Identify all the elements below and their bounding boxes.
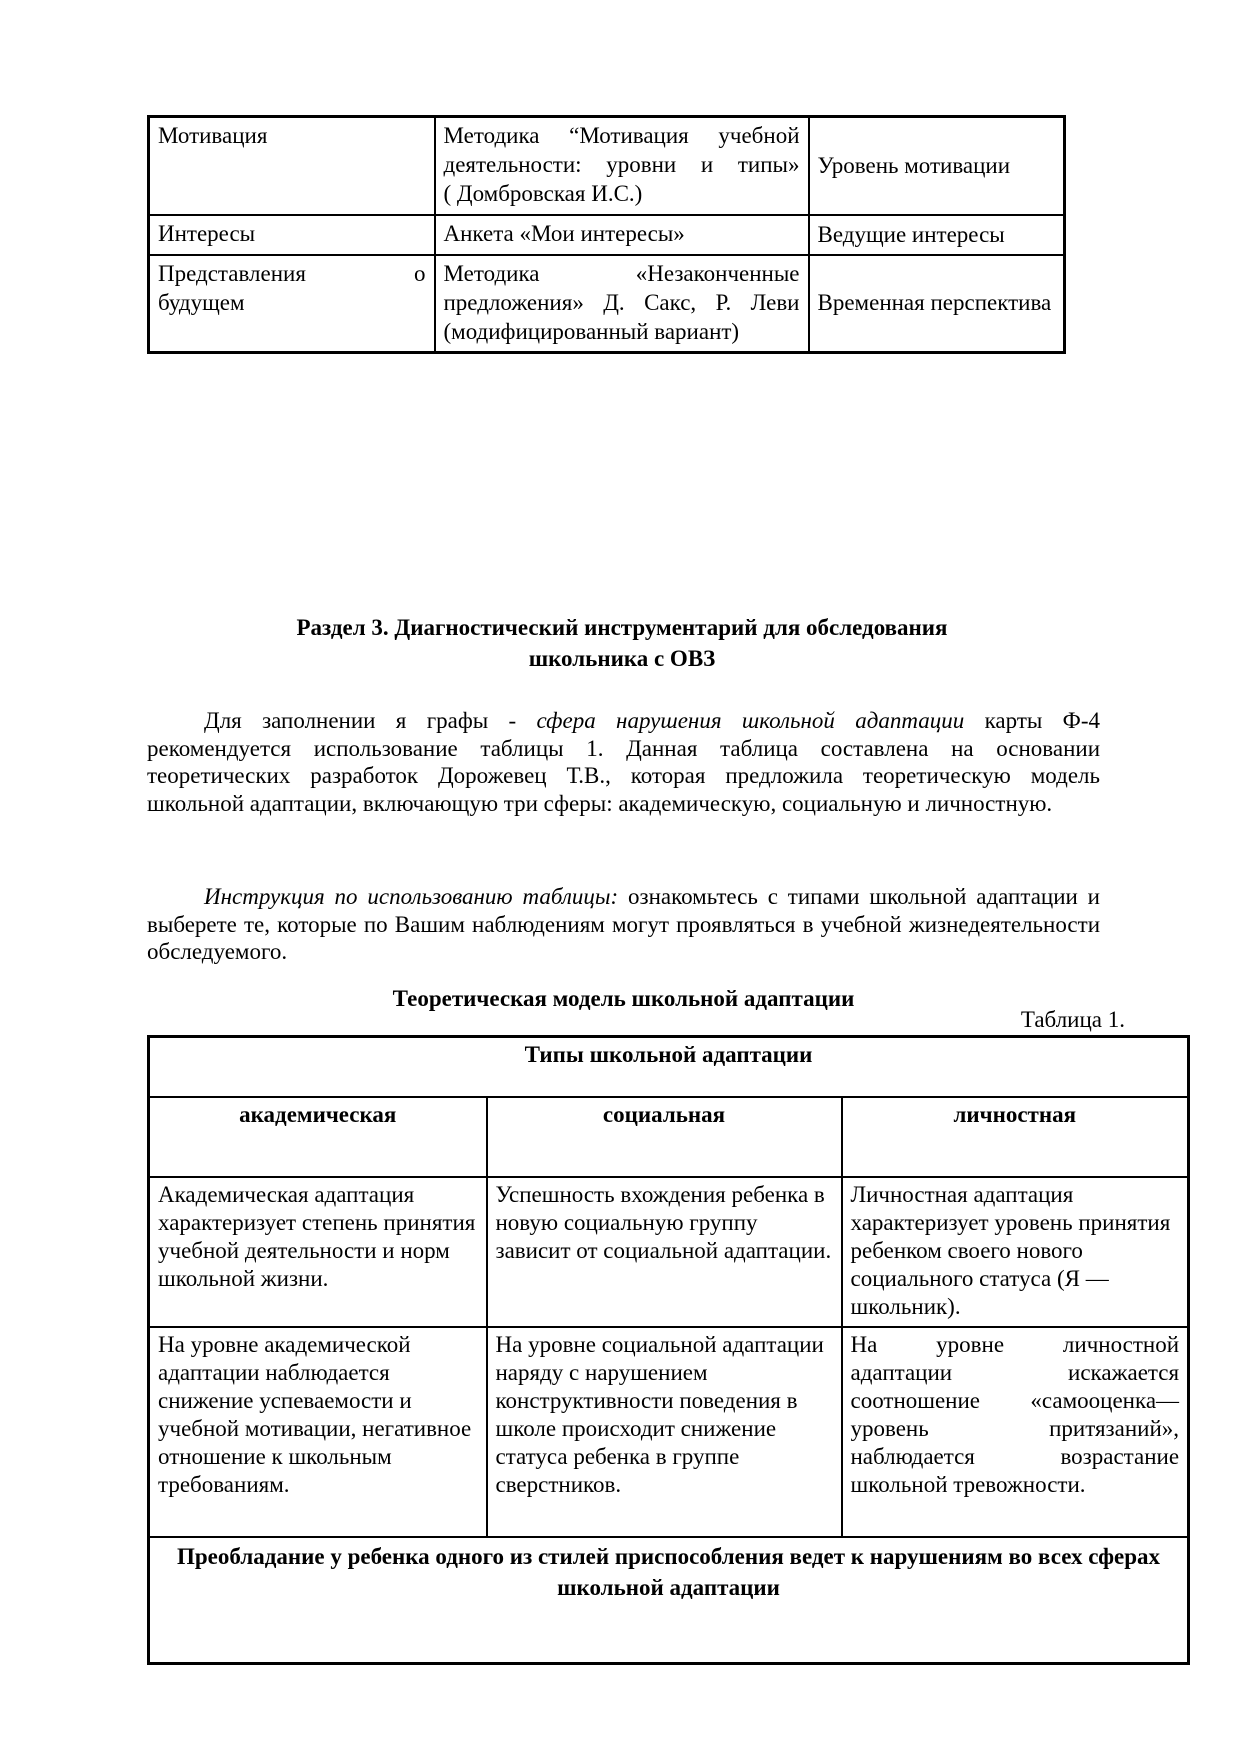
cell-result: Уровень мотивации xyxy=(809,117,1065,216)
paragraph-intro xyxy=(147,707,1100,817)
table-row-definitions xyxy=(149,1177,1189,1327)
column-header-personal: личностная xyxy=(842,1097,1189,1177)
cell-method-line: деятельности: уровни и типы» xyxy=(443,152,800,177)
table-row-future xyxy=(149,255,1065,353)
table-title-row xyxy=(149,1037,1189,1098)
paragraph-intro-italic: сфера нарушения школьной адаптации xyxy=(536,708,965,733)
paragraph-instruction xyxy=(147,883,1100,966)
table-footer-cell: Преобладание у ребенка одного из стилей приспособления ведет к нарушениям во всех сферах школьной адаптации xyxy=(149,1537,1189,1664)
table-caption: Таблица 1. xyxy=(1020,1007,1125,1032)
cell-academic-definition: Академическая адаптация характеризует степень принятия учебной деятельности и норм школьной жизни. xyxy=(149,1177,487,1327)
cell-social-definition: Успешность вхождения ребенка в новую социальную группу зависит от социальной адаптации. xyxy=(487,1177,842,1327)
cell-sphere-line: будущем xyxy=(158,290,245,315)
column-header-academic: академическая xyxy=(149,1097,487,1177)
paragraph-instruction-rest: ознакомьтесь с типами школьной адаптации и выберете те, которые по Вашим наблюдениям могут проявляться в учебной жизнедеятельности обследуемого. xyxy=(147,884,1100,964)
section-heading xyxy=(144,612,1100,674)
section-heading-line2: школьника с ОВЗ xyxy=(528,646,716,671)
adaptation-types-table xyxy=(147,1035,1190,1665)
cell-social-violation: На уровне социальной адаптации наряду с нарушением конструктивности поведения в школе происходит снижение статуса ребенка в группе сверстников. xyxy=(487,1327,842,1537)
cell-sphere xyxy=(149,255,435,353)
column-header-social: социальная xyxy=(487,1097,842,1177)
paragraph-intro-text: Для заполнении я графы - xyxy=(204,708,537,733)
section-heading-line1: Раздел 3. Диагностический инструментарий для обследования xyxy=(296,615,948,640)
table-row-violations xyxy=(149,1327,1189,1537)
cell-sphere: Мотивация xyxy=(149,117,435,216)
cell-method-line: Методика «Незаконченные xyxy=(443,261,800,286)
cell-method-line: Методика “Мотивация учебной xyxy=(443,123,800,148)
cell-result: Ведущие интересы xyxy=(809,215,1065,255)
cell-personal-violation: На уровне личностной адаптации искажается соотношение «самооценка—уровень притязаний», наблюдается возрастание школьной тревожности. xyxy=(842,1327,1189,1537)
model-title: Теоретическая модель школьной адаптации xyxy=(392,986,855,1011)
table-footer-row xyxy=(149,1537,1189,1664)
cell-method-line: предложения» Д. Сакс, Р. Леви xyxy=(443,290,800,315)
table-title-cell: Типы школьной адаптации xyxy=(149,1037,1189,1098)
cell-result: Временная перспектива xyxy=(809,255,1065,353)
cell-method-line: (модифицированный вариант) xyxy=(443,319,740,344)
paragraph-intro-rest: карты Ф-4 рекомендуется использование таблицы 1. Данная таблица составлена на основании теоретических разработок Дорожевец Т.В., которая предложила теоретическую модель школьной адаптации, включающую три сферы: академическую, социальную и личностную. xyxy=(147,708,1100,816)
cell-personal-definition: Личностная адаптация характеризует уровень принятия ребенком своего нового социального статуса (Я — школьник). xyxy=(842,1177,1189,1327)
table-header-row xyxy=(149,1097,1189,1177)
cell-method-line: ( Домбровская И.С.) xyxy=(443,181,643,206)
diagnostics-methods-table xyxy=(147,115,1066,354)
cell-sphere-line: Представления о xyxy=(158,261,426,286)
cell-method xyxy=(435,117,809,216)
paragraph-instruction-italic: Инструкция по использованию таблицы: xyxy=(204,884,619,909)
table-row-motivation xyxy=(149,117,1065,216)
cell-academic-violation: На уровне академической адаптации наблюдается снижение успеваемости и учебной мотивации, негативное отношение к школьным требованиям. xyxy=(149,1327,487,1537)
cell-method xyxy=(435,255,809,353)
cell-method: Анкета «Мои интересы» xyxy=(435,215,809,255)
table-row-interests xyxy=(149,215,1065,255)
cell-sphere: Интересы xyxy=(149,215,435,255)
